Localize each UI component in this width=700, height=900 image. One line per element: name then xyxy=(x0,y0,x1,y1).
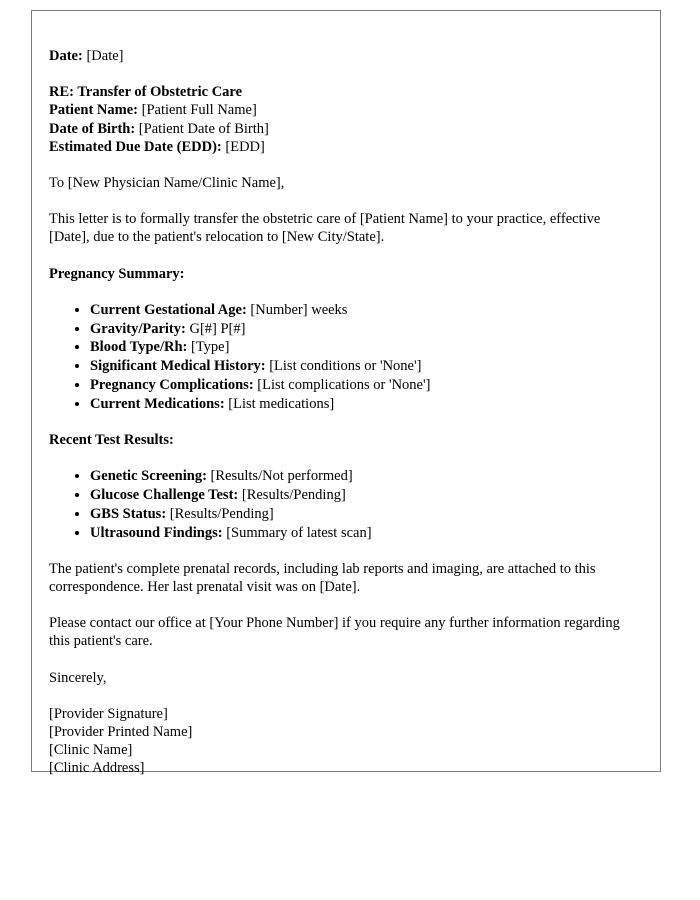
signature-line: [Clinic Name] xyxy=(49,742,133,759)
item-value: [Number] weeks xyxy=(246,301,348,318)
letter-page xyxy=(31,10,661,777)
date-of-birth-line xyxy=(49,120,632,138)
list-item xyxy=(90,505,632,523)
list-item xyxy=(90,301,632,319)
list-item xyxy=(90,524,632,542)
item-value: [Results/Not performed] xyxy=(206,468,353,485)
date-label: Date: xyxy=(49,48,83,64)
field-value: [EDD] xyxy=(221,138,265,155)
item-value: [Summary of latest scan] xyxy=(222,524,372,541)
signature-line: [Clinic Address] xyxy=(49,760,145,777)
item-label: Ultrasound Findings: xyxy=(90,524,223,541)
field-value: [Patient Full Name] xyxy=(137,102,257,119)
edd-line xyxy=(49,138,632,156)
list-item xyxy=(90,467,632,485)
re-line: RE: Transfer of Obstetric Care xyxy=(49,84,243,101)
date-value: [Date] xyxy=(82,48,124,64)
salutation: To [New Physician Name/Clinic Name], xyxy=(49,175,285,192)
item-value: [List medications] xyxy=(224,395,335,412)
signature-line: [Provider Printed Name] xyxy=(49,724,193,741)
item-label: Blood Type/Rh: xyxy=(90,339,188,356)
contact-paragraph: Please contact our office at [Your Phone Number] if you require any further information regarding this patient's care. xyxy=(49,615,620,650)
records-paragraph: The patient's complete prenatal records, including lab reports and imaging, are attached to this correspondence. Her last prenatal visit was on [Date]. xyxy=(49,560,596,596)
item-label: Pregnancy Complications: xyxy=(90,377,254,394)
list-item xyxy=(90,338,632,356)
field-label: Patient Name: xyxy=(49,102,138,119)
field-label: Estimated Due Date (EDD): xyxy=(49,138,222,155)
list-item xyxy=(90,486,632,504)
item-label: Genetic Screening: xyxy=(90,468,207,485)
item-label: Current Gestational Age: xyxy=(90,301,247,318)
closing-line: Sincerely, xyxy=(49,669,107,686)
list-item xyxy=(90,320,632,338)
item-label: GBS Status: xyxy=(90,505,167,522)
pregnancy-summary-heading: Pregnancy Summary: xyxy=(49,265,185,282)
item-value: G[#] P[#] xyxy=(185,320,246,337)
item-value: [Results/Pending] xyxy=(166,505,274,522)
item-value: [List complications or 'None'] xyxy=(253,377,431,394)
item-label: Glucose Challenge Test: xyxy=(90,487,239,504)
item-value: [Results/Pending] xyxy=(238,487,346,504)
item-value: [List conditions or 'None'] xyxy=(265,358,422,375)
item-label: Gravity/Parity: xyxy=(90,320,186,337)
test-results-list xyxy=(49,467,632,542)
list-item xyxy=(90,395,632,413)
list-item xyxy=(90,376,632,394)
signature-line: [Provider Signature] xyxy=(49,705,168,722)
pregnancy-summary-list xyxy=(49,301,632,413)
field-value: [Patient Date of Birth] xyxy=(135,120,269,137)
patient-name-line xyxy=(49,101,632,119)
list-item xyxy=(90,357,632,375)
field-label: Date of Birth: xyxy=(49,120,136,137)
item-value: [Type] xyxy=(187,339,230,356)
date-line xyxy=(49,47,632,65)
item-label: Significant Medical History: xyxy=(90,358,266,375)
item-label: Current Medications: xyxy=(90,395,225,412)
intro-paragraph: This letter is to formally transfer the obstetric care of [Patient Name] to your practice, effective [Date], due to the patient's relocation to [New City/State]. xyxy=(49,211,601,246)
test-results-heading: Recent Test Results: xyxy=(49,432,174,449)
